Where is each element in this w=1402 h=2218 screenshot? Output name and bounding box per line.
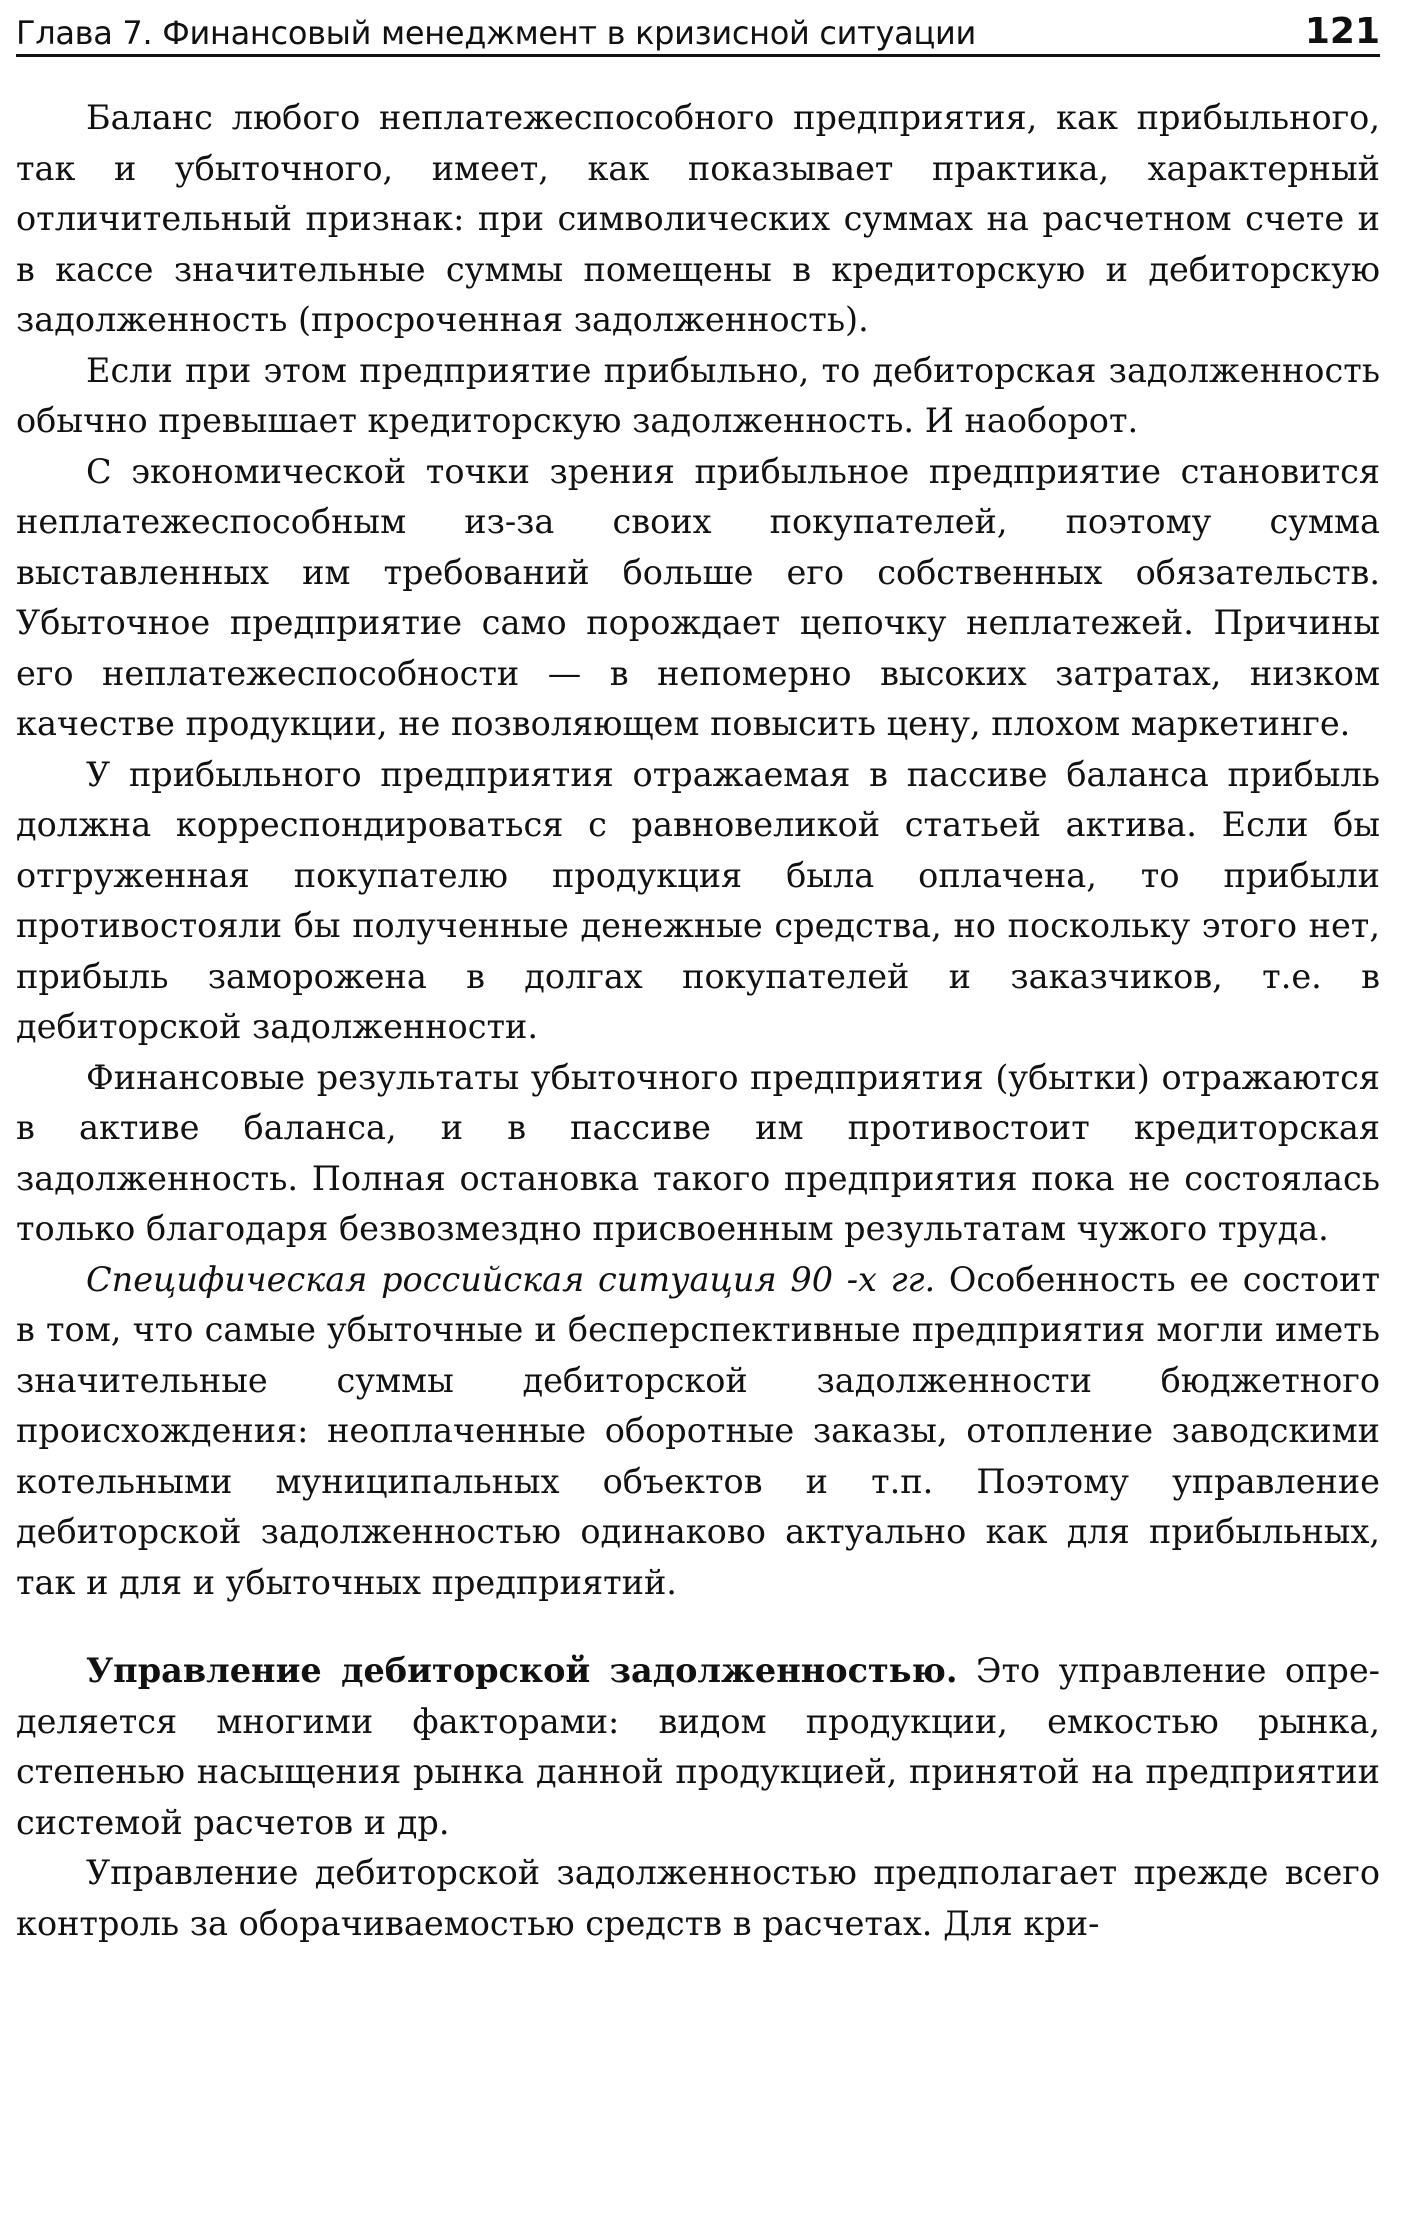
paragraph-text: Баланс любого неплатежеспособного предприятия, как прибыльного, так и убыточного, имеет, как показывает практика, характерный отличительный признак: при символических суммах на расчетном счете и в кассе значительные суммы помещены в кредиторскую и дебиторскую задолженность (просроченная задолженность). [16, 98, 1380, 339]
chapter-title: Глава 7. Финансовый менеджмент в кризисной ситуации [16, 14, 976, 52]
italic-lead-in: Специфическая российская ситуация 90 -х гг. [86, 1259, 936, 1299]
paragraph [16, 1848, 1380, 1949]
paragraph-text: Это управление определяется многими факторами: видом продукции, емкостью рынка, степенью насыщения рынка данной продукцией, принятой на предприятии системой расчетов и др. [16, 1651, 1380, 1842]
paragraph-text: У прибыльного предприятия отражаемая в пассиве баланса прибыль должна корреспондироваться с равновеликой статьей актива. Если бы отгруженная покупателю продукция была оплачена, то прибыли противостояли бы полученные денежные средства, но поскольку этого нет, прибыль заморожена в долгах покупателей и заказчиков, т.е. в дебиторской задолженности. [16, 754, 1380, 1046]
page-number: 121 [1304, 11, 1380, 52]
running-header [16, 0, 1380, 57]
paragraph [16, 447, 1380, 750]
paragraph-text: Управление дебиторской задолженностью предполагает прежде всего контроль за оборачиваемостью средств в расчетах. Для кри- [16, 1853, 1380, 1943]
paragraph-text: Финансовые результаты убыточного предприятия (убытки) отражаются в активе баланса, и в пассиве им противостоит кредиторская задолженность. Полная остановка такого предприятия пока не состоялась только благодаря безвозмездно присвоенным результатам чужого труда. [16, 1057, 1380, 1248]
paragraph [16, 1255, 1380, 1609]
paragraph [16, 93, 1380, 346]
paragraph [16, 346, 1380, 447]
paragraph-text: Если при этом предприятие прибыльно, то дебиторская задолженность обычно превышает кредиторскую задолженность. И наоборот. [16, 350, 1380, 440]
body-text [16, 93, 1380, 1949]
paragraph-text: С экономической точки зрения прибыльное предприятие становится неплатежеспособным из-за своих покупателей, поэтому сумма выставленных им требований больше его собственных обязательств. Убыточное предприятие само порождает цепочку неплатежей. Причины его неплатежеспособности — в непомерно высоких затратах, низком качестве продукции, не позволяющем повысить цену, плохом маркетинге. [16, 451, 1380, 743]
paragraph [16, 1646, 1380, 1848]
paragraph-text: Особенность ее состоит в том, что самые убыточные и бесперспективные предприятия могли иметь значительные суммы дебиторской задолженности бюджетного происхождения: неоплаченные оборотные заказы, отопление заводскими котельными муниципальных объектов и т.п. Поэтому управление дебиторской задолженностью одинаково актуально как для прибыльных, так и для и убыточных предприятий. [16, 1259, 1380, 1602]
paragraph [16, 750, 1380, 1053]
section-heading-inline: Управление дебиторской задолженностью. [86, 1651, 958, 1690]
paragraph [16, 1053, 1380, 1255]
